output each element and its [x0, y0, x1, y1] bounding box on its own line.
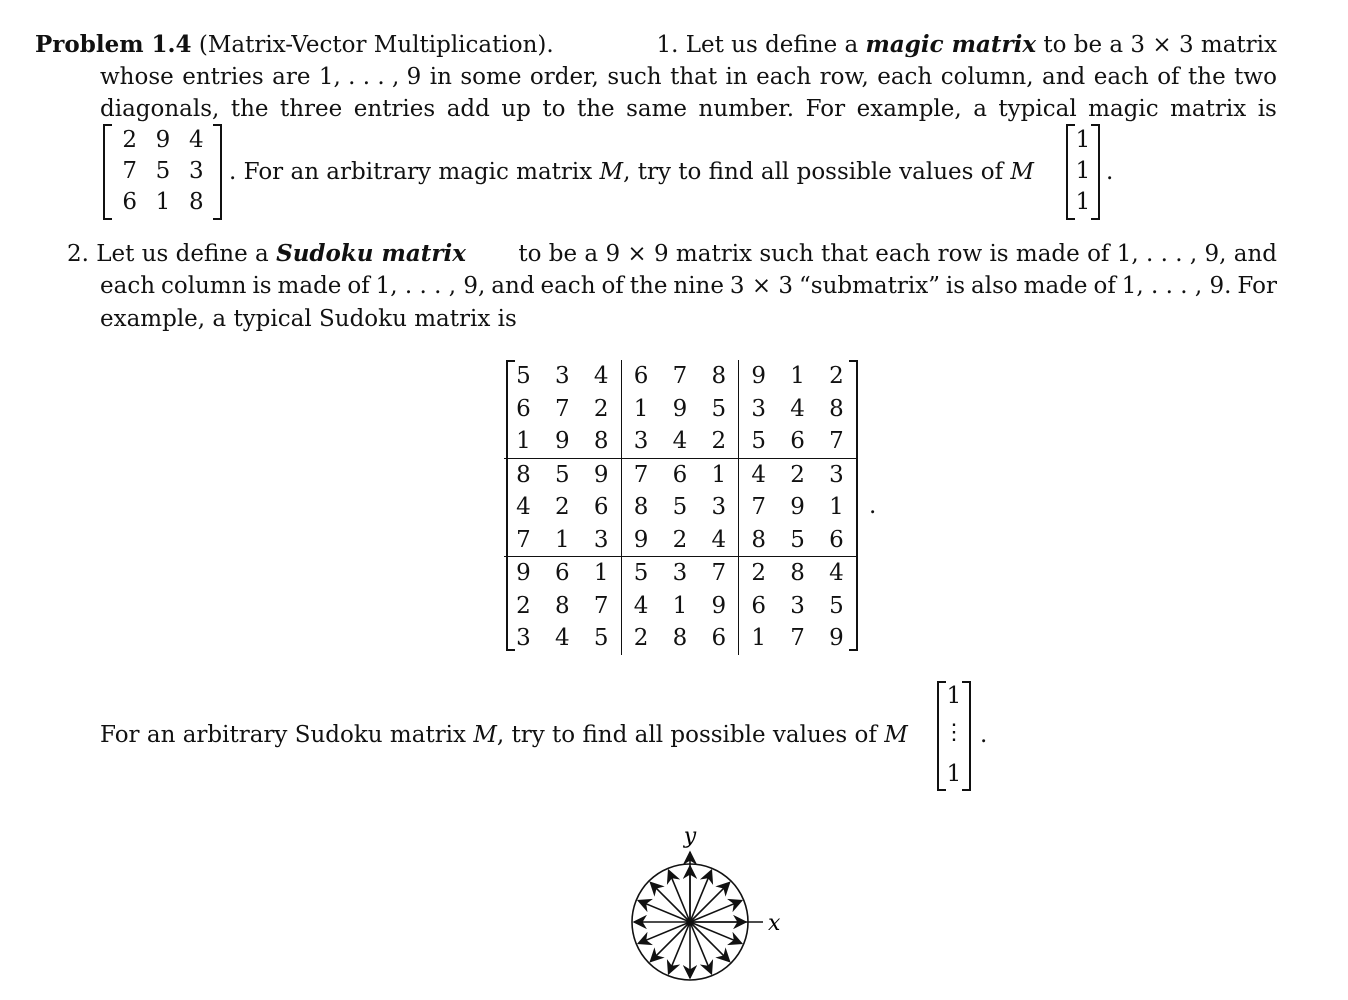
item1-line2-word: whose [100, 64, 174, 90]
vector-bottom: 1 [946, 761, 962, 787]
item1-line3 [100, 95, 1277, 123]
sudoku-cell: 9 [672, 395, 688, 422]
matrix-entry: 4 [189, 127, 204, 153]
vector-dots: ⋮ [943, 720, 965, 745]
sudoku-cell: 8 [829, 395, 844, 422]
item1-line1: Problem 1.4 (Matrix-Vector Multiplication). 1. Let us define a magic matrix to be a 3 × 3 matrix [35, 31, 1277, 58]
sudoku-cell: 7 [817, 425, 856, 458]
item1-line3-word: three [280, 96, 343, 122]
radial-arrow [690, 882, 730, 922]
sudoku-cell: 8 [582, 425, 621, 458]
vector-entry: 1 [1075, 158, 1091, 184]
sudoku-cell: 4 [516, 494, 531, 521]
sudoku-cell: 7 [582, 590, 621, 623]
ones-vector-n [937, 681, 971, 791]
sudoku-cell: 6 [516, 395, 531, 422]
sudoku-cell: 2 [582, 393, 621, 426]
item2-line2-word: is [252, 273, 272, 299]
sudoku-cell: 8 [516, 461, 531, 488]
item1-line3-word: number. [698, 96, 795, 122]
sudoku-cell: 4 [751, 461, 766, 488]
problem-subtitle: (Matrix-Vector Multiplication). [198, 32, 554, 58]
item2-line2-word: made [1023, 273, 1088, 299]
matrix-entry: 5 [155, 158, 171, 184]
item1-line3-word: the [576, 96, 615, 122]
sudoku-cell: 2 [554, 494, 570, 521]
item1-line2-word: column, [940, 64, 1034, 90]
item2-line2-word: and [491, 273, 535, 299]
sudoku-cell: 9 [829, 625, 844, 652]
sudoku-cell: 5 [778, 524, 817, 557]
matrix-entry: 1 [155, 189, 171, 215]
matrix-entry: 3 [189, 158, 204, 184]
sudoku-cell: 4 [554, 625, 570, 652]
item2-question: For an arbitrary Sudoku matrix M, try to find all possible values of M [100, 722, 908, 748]
sudoku-cell: 3 [554, 363, 570, 390]
sudoku-cell: 1 [829, 494, 844, 521]
magic-matrix-term: magic matrix [865, 31, 1037, 58]
item1-line2-word: each [756, 64, 812, 90]
item1-line2 [100, 63, 1277, 91]
item2-line2-word: each [540, 273, 596, 299]
item2-line2-word: also [971, 273, 1018, 299]
item1-question: . For an arbitrary magic matrix M, try to find all possible values of M [229, 159, 1034, 185]
sudoku-cell: 6 [751, 592, 766, 619]
matrix-entry: 2 [122, 127, 137, 153]
sudoku-cell: 3 [790, 592, 805, 619]
item1-line3-word: a [973, 96, 987, 122]
item2-line2-word: of [347, 273, 370, 299]
item2-line1: 2. Let us define a Sudoku matrix to be a 9 × 9 matrix such that each row is made of 1, . . . , 9, and [67, 240, 1277, 267]
matrix-entry: 6 [122, 189, 137, 215]
item2-end-period: . [980, 722, 988, 748]
sudoku-cell: 5 [516, 363, 531, 390]
item2-line2-word: made [277, 273, 342, 299]
y-label: y [683, 824, 697, 849]
item2-line3: example, a typical Sudoku matrix is [100, 306, 517, 332]
item2-number: 2. [67, 241, 89, 267]
sudoku-cell: 8 [554, 592, 570, 619]
item2-line2-word: of [601, 273, 624, 299]
sudoku-cell: 1 [504, 425, 543, 458]
problem-heading: Problem 1.4 [35, 31, 192, 58]
sudoku-cell: 7 [554, 395, 570, 422]
sudoku-cell: 8 [699, 360, 738, 393]
sudoku-cell: 2 [699, 425, 738, 458]
radial-arrow [690, 922, 730, 962]
item1-line2-word: and [1042, 64, 1086, 90]
sudoku-cell: 4 [699, 524, 738, 557]
item1-line3-word: entries [353, 96, 436, 122]
sudoku-cell: 8 [672, 625, 688, 652]
sudoku-matrix-term: Sudoku matrix [276, 240, 466, 267]
vector-entry: 1 [1075, 189, 1091, 215]
sudoku-cell: 5 [829, 592, 844, 619]
item1-line3-word: diagonals, [100, 96, 220, 122]
matrix-entry: 8 [189, 189, 204, 215]
item2-line2-word: “submatrix” [799, 273, 940, 299]
item2-line2-word: For [1237, 273, 1277, 299]
sudoku-cell: 9 [543, 425, 582, 458]
item2-line2-word: 1, . . . , 9, [375, 273, 486, 299]
item1-line2-word: 1, . . . , 9 [318, 64, 422, 90]
vector-top: 1 [946, 683, 962, 709]
sudoku-cell: 8 [633, 494, 649, 521]
sudoku-cell: 5 [582, 622, 621, 655]
sudoku-cell: 2 [661, 524, 700, 557]
item1-line3-word: For [805, 96, 846, 122]
sudoku-cell: 8 [739, 524, 778, 557]
item1-line2-word: two [1234, 64, 1277, 90]
sudoku-period: . [869, 493, 877, 519]
item1-line3-word: same [626, 96, 688, 122]
sudoku-cell: 9 [790, 494, 805, 521]
item2-line2-word: nine [673, 273, 724, 299]
sudoku-cell: 2 [790, 461, 805, 488]
sudoku-cell: 1 [633, 395, 649, 422]
item1-line3-word: magic [1088, 96, 1159, 122]
item1-line2-word: row, [819, 64, 869, 90]
item1-line2-word: the [1188, 64, 1226, 90]
item1-line3-word: matrix [1170, 96, 1247, 122]
sudoku-cell: 4 [829, 560, 844, 587]
item1-line2-word: that [670, 64, 718, 90]
item1-number: 1. [656, 32, 679, 58]
sudoku-cell: 9 [621, 524, 660, 557]
sudoku-cell: 6 [582, 491, 621, 524]
sudoku-cell: 1 [672, 592, 688, 619]
sudoku-cell: 7 [699, 557, 738, 590]
sudoku-cell: 6 [672, 461, 688, 488]
sudoku-cell: 1 [543, 524, 582, 557]
vector-entry: 1 [1075, 127, 1091, 153]
sudoku-cell: 1 [790, 363, 805, 390]
item2-line2-word: 3 × 3 [729, 273, 794, 299]
sudoku-cell: 5 [554, 461, 570, 488]
sudoku-cell: 2 [751, 560, 766, 587]
sudoku-cell: 6 [817, 524, 856, 557]
magic-matrix-example [103, 124, 222, 220]
sudoku-cell: 9 [751, 363, 766, 390]
item2-line2 [100, 272, 1277, 300]
item2-line2-word: column [160, 273, 247, 299]
item1-line3-word: up [501, 96, 531, 122]
sudoku-cell: 7 [751, 494, 766, 521]
sudoku-cell: 6 [554, 560, 570, 587]
item1-line2-word: in [429, 64, 452, 90]
sudoku-cell: 6 [633, 363, 649, 390]
sudoku-cell: 3 [699, 491, 738, 524]
sudoku-cell: 6 [778, 425, 817, 458]
sudoku-cell: 7 [504, 524, 543, 557]
sudoku-cell: 5 [699, 393, 738, 426]
item1-line3-word: is [1257, 96, 1277, 122]
item1-line2-word: entries [182, 64, 264, 90]
item2-line2-word: the [629, 273, 668, 299]
sudoku-cell: 7 [790, 625, 805, 652]
sudoku-cell: 1 [699, 458, 738, 491]
sudoku-cell: 4 [582, 360, 621, 393]
item1-line2-word: each [1093, 64, 1149, 90]
sudoku-cell: 4 [633, 592, 649, 619]
item1-line2-word: order, [529, 64, 599, 90]
sudoku-cell: 3 [751, 395, 766, 422]
item1-line3-word: example, [856, 96, 962, 122]
matrix-entry: 7 [122, 158, 137, 184]
sudoku-matrix-example [506, 360, 858, 651]
item1-line3-word: to [542, 96, 566, 122]
sudoku-cell: 8 [790, 560, 805, 587]
sudoku-cell: 5 [633, 560, 649, 587]
item1-line2-word: are [272, 64, 311, 90]
sudoku-cell: 4 [661, 425, 700, 458]
sudoku-cell: 9 [516, 560, 531, 587]
sudoku-cell: 5 [739, 425, 778, 458]
sudoku-cell: 4 [790, 395, 805, 422]
sudoku-cell: 3 [829, 461, 844, 488]
item1-line2-word: of [1157, 64, 1180, 90]
sudoku-cell: 3 [621, 425, 660, 458]
sudoku-cell: 2 [829, 363, 844, 390]
item1-line3-word: add [446, 96, 490, 122]
ones-vector [1066, 124, 1100, 220]
matrix-entry: 9 [155, 127, 171, 153]
sudoku-cell: 7 [633, 461, 649, 488]
sudoku-cell: 3 [672, 560, 688, 587]
sudoku-cell: 3 [582, 524, 621, 557]
sudoku-cell: 9 [582, 458, 621, 491]
x-label: x [768, 911, 781, 936]
item1-end-period: . [1106, 159, 1114, 185]
item1-line2-word: some [460, 64, 522, 90]
sudoku-cell: 3 [516, 625, 531, 652]
item2-line2-word: each [100, 273, 156, 299]
item1-line2-word: each [877, 64, 933, 90]
sudoku-cell: 1 [582, 557, 621, 590]
sudoku-cell: 2 [516, 592, 531, 619]
item2-line2-word: of [1093, 273, 1116, 299]
sudoku-cell: 1 [751, 625, 766, 652]
item1-line2-word: such [607, 64, 662, 90]
item2-line2-word: 1, . . . , 9. [1121, 273, 1232, 299]
item2-line2-word: is [945, 273, 966, 299]
radial-arrow [650, 922, 690, 962]
item1-line3-word: typical [998, 96, 1077, 122]
arrow-wheel-figure [600, 818, 800, 998]
sudoku-cell: 5 [672, 494, 688, 521]
sudoku-cell: 7 [672, 363, 688, 390]
sudoku-cell: 6 [699, 622, 738, 655]
item1-line2-word: in [725, 64, 748, 90]
sudoku-cell: 2 [633, 625, 649, 652]
item1-line3-word: the [230, 96, 269, 122]
sudoku-cell: 9 [699, 590, 738, 623]
radial-arrow [650, 882, 690, 922]
